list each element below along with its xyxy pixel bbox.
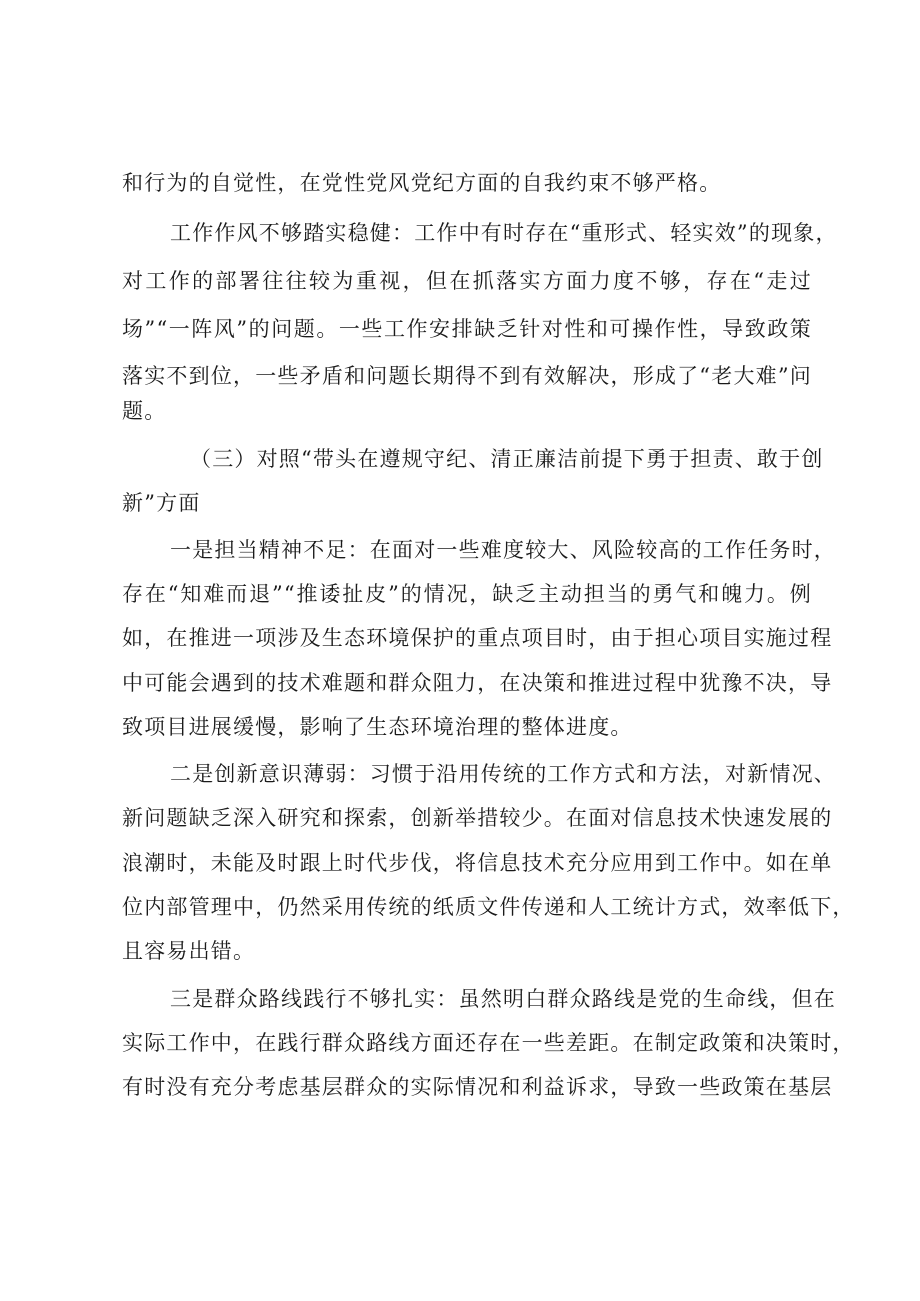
paragraph-line: 题。: [122, 399, 167, 423]
paragraph-line: 如，在推进一项涉及生态环境保护的重点项目时，由于担心项目实施过程: [122, 626, 833, 650]
paragraph-line: 且容易出错。: [122, 939, 256, 963]
paragraph-line: 存在“知难而退”“推诿扯皮”的情况，缺乏主动担当的勇气和魄力。例: [122, 582, 812, 606]
paragraph-line: 和行为的自觉性，在党性党风党纪方面的自我约束不够严格。: [122, 171, 722, 195]
paragraph-line: 浪潮时，未能及时跟上时代步伐，将信息技术充分应用到工作中。如在单: [122, 851, 833, 875]
paragraph-line: 中可能会遇到的技术难题和群众阻力，在决策和推进过程中犹豫不决，导: [122, 671, 833, 695]
paragraph-line: 二是创新意识薄弱：习惯于沿用传统的工作方式和方法，对新情况、: [170, 762, 836, 786]
paragraph-line: 有时没有充分考虑基层群众的实际情况和利益诉求，导致一些政策在基层: [122, 1075, 833, 1099]
paragraph-line: 实际工作中，在践行群众路线方面还存在一些差距。在制定政策和决策时，: [122, 1031, 855, 1055]
paragraph-line: 对工作的部署往往较为重视，但在抓落实方面力度不够，存在“走过: [122, 269, 812, 293]
section-heading: 新”方面: [122, 491, 201, 515]
paragraph-line: 场”“一阵风”的问题。一些工作安排缺乏针对性和可操作性，导致政策: [122, 317, 812, 341]
paragraph-line: 工作作风不够踏实稳健：工作中有时存在“重形式、轻实效”的现象，: [170, 221, 838, 245]
paragraph-line: 一是担当精神不足：在面对一些难度较大、风险较高的工作任务时，: [170, 538, 836, 562]
paragraph-line: 落实不到位，一些矛盾和问题长期得不到有效解决，形成了“老大难”问: [122, 364, 812, 388]
section-heading: （三）对照“带头在遵规守纪、清正廉洁前提下勇于担责、敢于创: [190, 447, 824, 471]
paragraph-line: 位内部管理中，仍然采用传统的纸质文件传递和人工统计方式，效率低下，: [122, 895, 855, 919]
paragraph-line: 新问题缺乏深入研究和探索，创新举措较少。在面对信息技术快速发展的: [122, 806, 833, 830]
paragraph-line: 致项目进展缓慢，影响了生态环境治理的整体进度。: [122, 715, 633, 739]
paragraph-line: 三是群众路线践行不够扎实：虽然明白群众路线是党的生命线，但在: [170, 987, 836, 1011]
